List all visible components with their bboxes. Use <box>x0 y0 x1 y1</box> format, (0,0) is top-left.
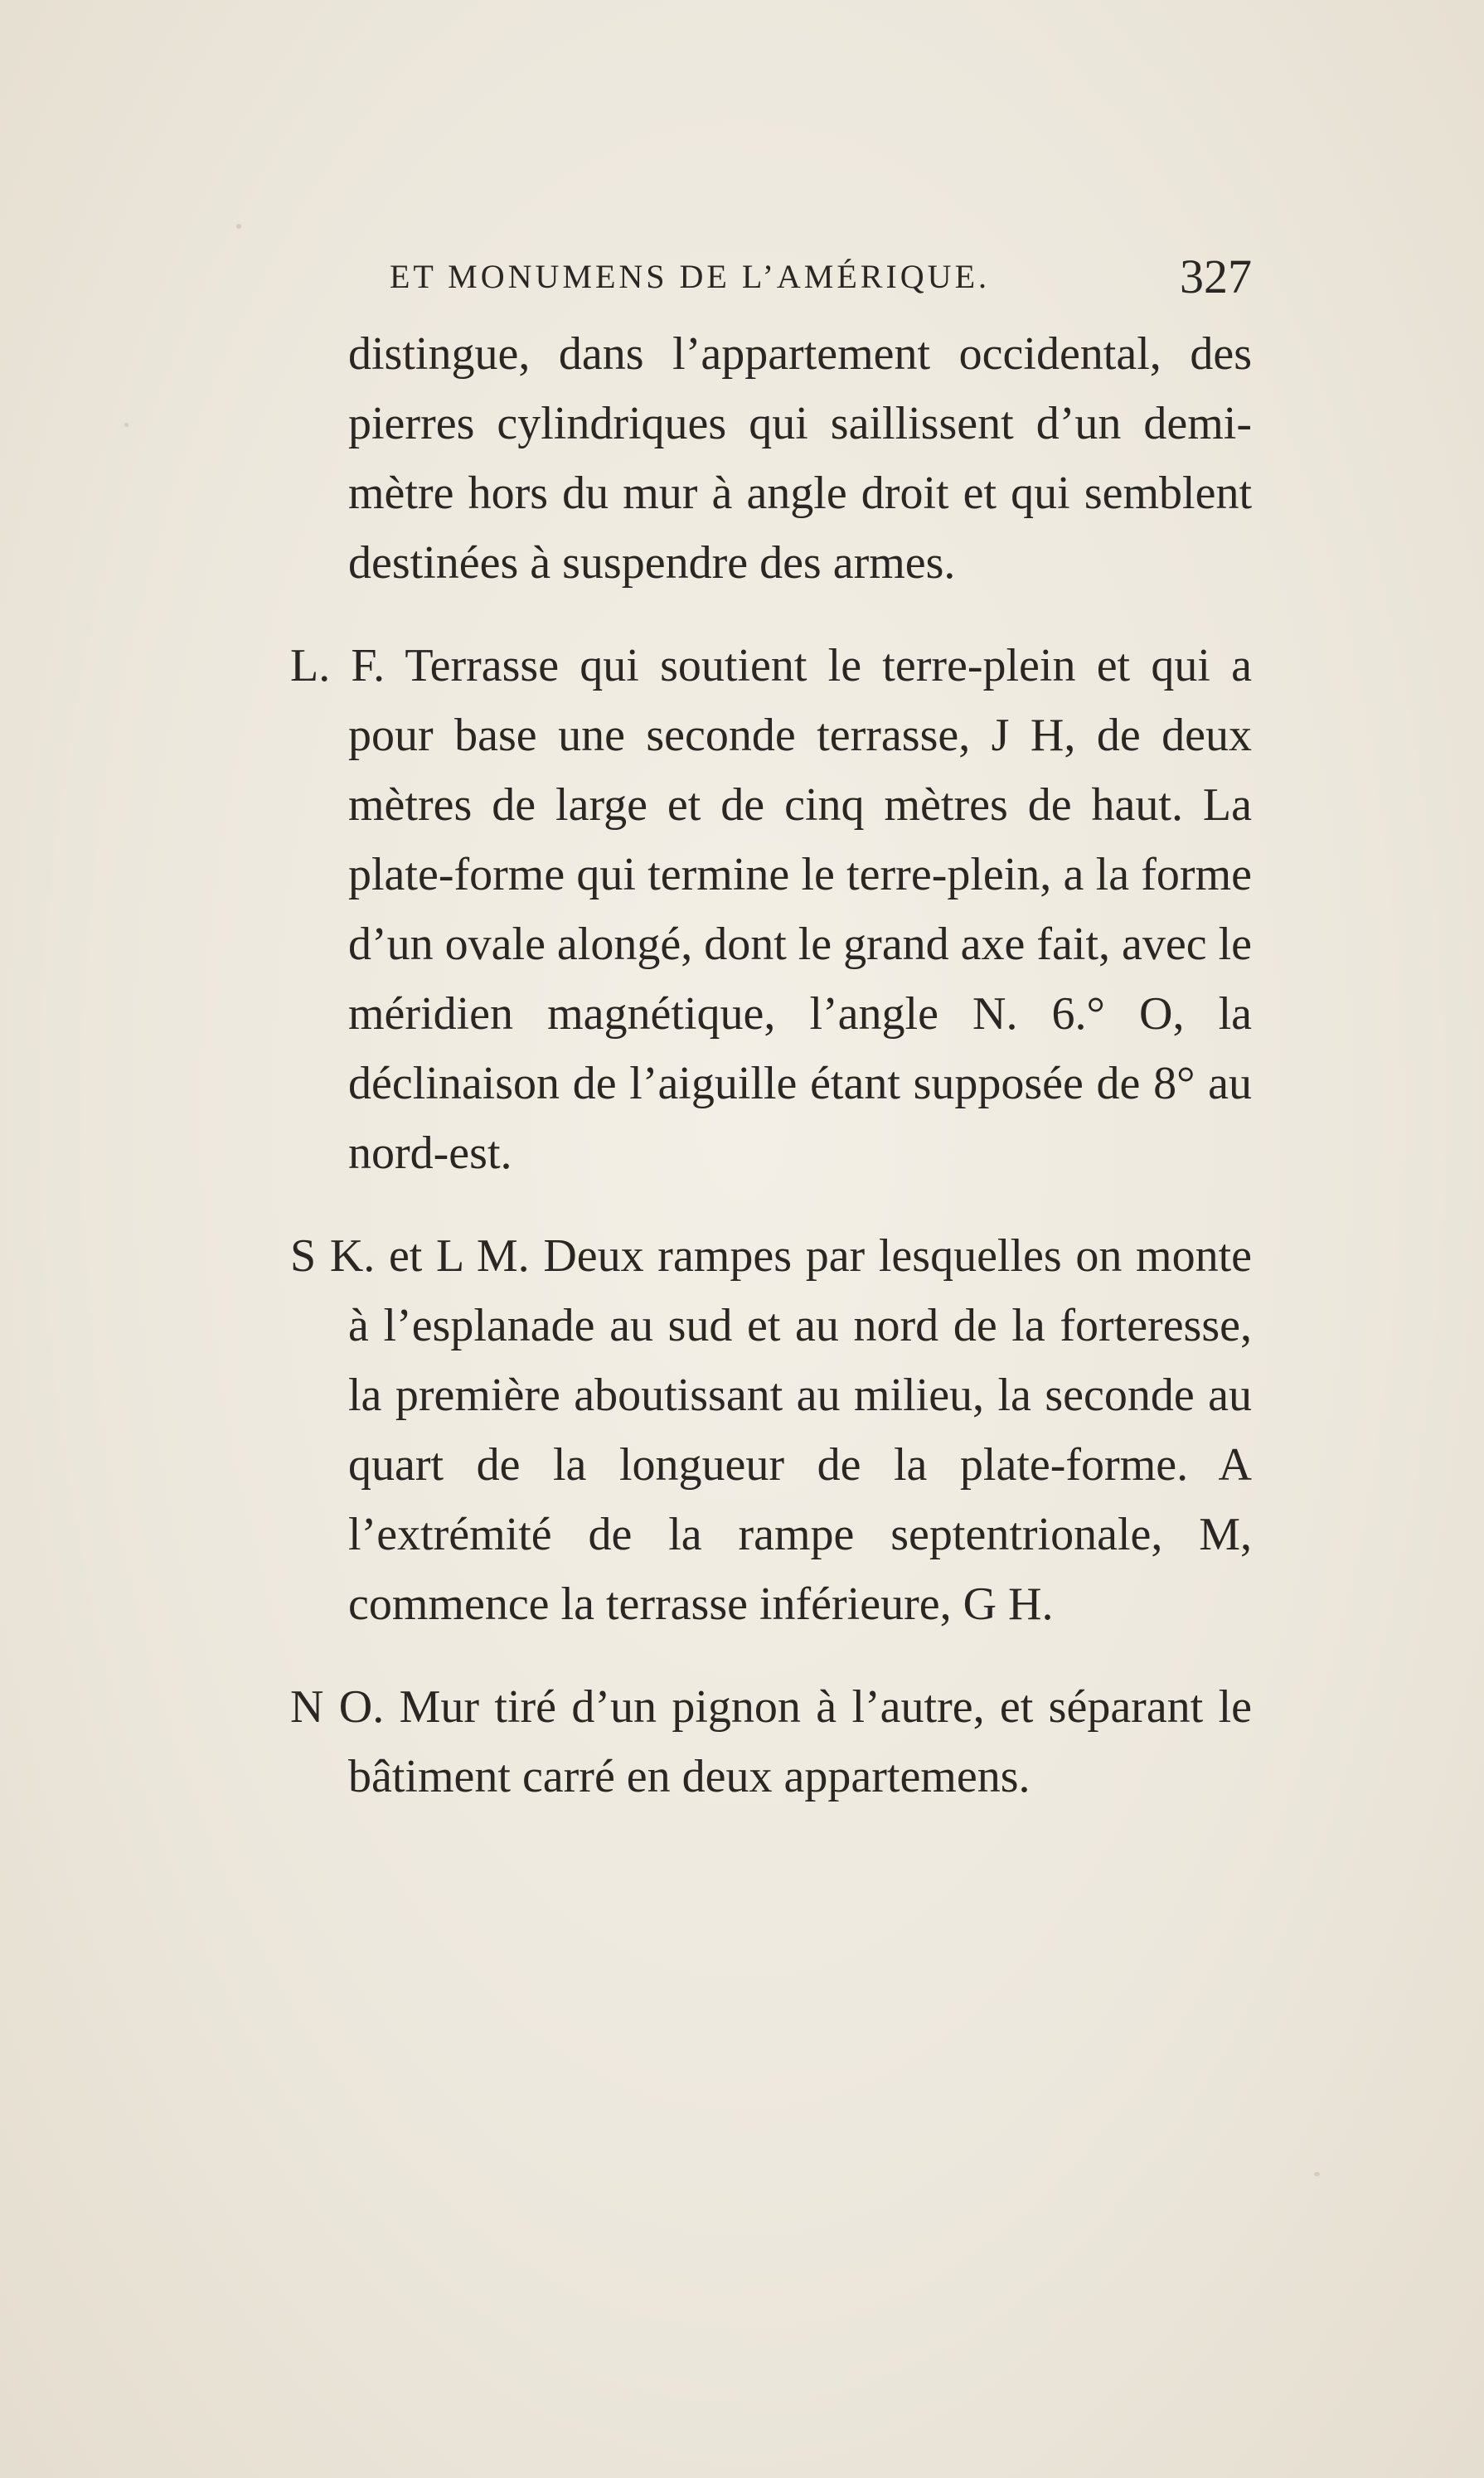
page-number: 327 <box>1180 250 1252 303</box>
body-text <box>290 319 1252 1845</box>
legend-entry-no <box>290 1672 1252 1811</box>
entry-label: N O. <box>290 1681 385 1733</box>
continuation-paragraph: distingue, dans l’appartement occidental, des pierres cylindriques qui saillissent d’un demi-mètre hors du mur à angle droit et qui semblent destinées à suspendre des armes. <box>348 328 1252 589</box>
paper-foxing-spot <box>1314 2172 1320 2176</box>
running-title: ET MONUMENS DE L’AMÉRIQUE. <box>390 258 990 295</box>
entry-text: Terrasse qui soutient le terre-plein et qui a pour base une seconde terrasse, J H, de deux mètres de large et de cinq mètres de haut. La plate-forme qui termine le terre-plein, a la forme d’un ovale alongé, dont le grand axe fait, avec le méridien magnétique, l’angle N. 6.° O, la déclinaison de l’aiguille étant supposée de 8° au nord-est. <box>348 640 1252 1179</box>
entry-text: Deux rampes par lesquelles on monte à l’esplanade au sud et au nord de la forteresse, la première aboutissant au milieu, la seconde au quart de la longueur de la plate-forme. A l’extrémité de la rampe septentrionale, M, commence la terrasse inférieure, G H. <box>348 1230 1253 1630</box>
legend-entry-sk-lm <box>290 1221 1252 1639</box>
legend-entry-lf <box>290 631 1252 1188</box>
entry-text: Mur tiré d’un pignon à l’autre, et séparant le bâtiment carré en deux appartemens. <box>348 1681 1253 1802</box>
page-header <box>390 249 1252 315</box>
entry-label: L. F. <box>290 640 386 691</box>
paper-foxing-spot <box>124 423 129 427</box>
paper-foxing-spot <box>236 224 241 229</box>
entry-label: S K. et L M. <box>290 1230 530 1282</box>
